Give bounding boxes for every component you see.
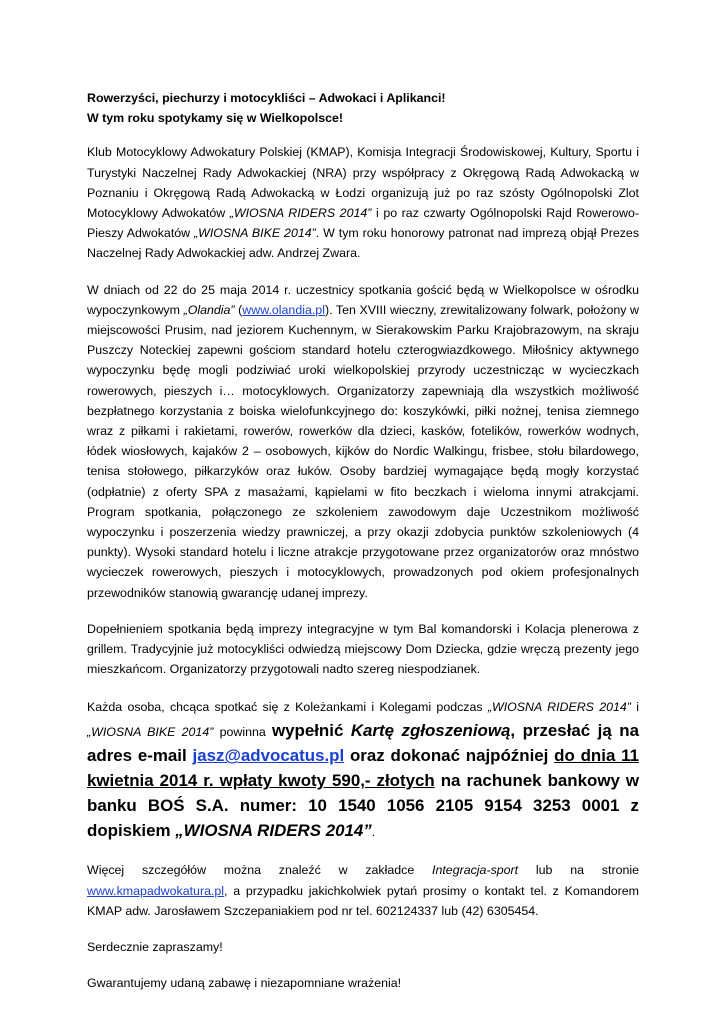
text: ). Ten XVIII wieczny, zrewitalizowany folwark, położony w miejscowości Prusim, nad jeziorem Kuchennym, w Sierakowskim Parku Krajobrazowym, na skraju Puszczy Noteckiej zapewni gościom standard hotelu czterogwiazdkowego. Miłośnicy aktywnego wypoczynku będę mogli podziwiać uroki wielkopolskiej przyrody uczestnicząc w wycieczkach rowerowych, pieszych i… motocyklowych. Organizatorzy zapewniają dla wszystkich możliwość bezpłatnego korzystania z boiska wielofunkcyjnego do: koszykówki, piłki nożnej, tenisa ziemnego wraz z piłkami i rakietami, rowerów, rowerków dla dzieci, kasków, fotelików, rowerków wodnych, łódek wiosłowych, kajaków 2 – osobowych, kijków do Nordic Walkingu, frisbee, stołu bilardowego, tenisa stołowego, piłkarzyków oraz łuków. Osoby bardziej wymagające będą mogły korzystać (odpłatnie) z oferty SPA z masażami, kąpielami w fito beczkach i wieloma innymi atrakcjami. Program spotkania, połączonego ze szkoleniem zawodowym daje Uczestnikom możliwość wypoczynku i poszerzenia wiedzy prawniczej, a przy okazji zdobycia punktów szkoleniowych (4 punkty). Wysoki standard hotelu i liczne atrakcje przygotowane przez organizatorów oraz mnóstwo wycieczek rowerowych, pieszych i motocyklowych, prowadzonych pod okiem profesjonalnych przewodników stanowią gwarancję udanej imprezy.: [87, 302, 639, 600]
kmap-link[interactable]: www.kmapadwokatura.pl: [87, 883, 225, 898]
text: powinna: [213, 725, 272, 740]
email-link[interactable]: jasz@advocatus.pl: [192, 746, 345, 766]
event-name: „WIOSNA RIDERS 2014”: [229, 206, 372, 221]
event-name: „WIOSNA BIKE 2014”: [87, 725, 214, 740]
text: , przesłać ją na adres e-mail: [87, 721, 639, 766]
text: W dniach od 22 do 25 maja 2014 r. uczestnicy spotkania gościć będą w Wielkopolsce w ośrodku wypoczynkowym: [87, 282, 639, 317]
text: , a przypadku jakichkolwiek pytań prosimy o kontakt tel. z Komandorem KMAP adw. Jarosławem Szczepaniakiem pod nr tel. 602124337 lub (42) 6305454.: [87, 883, 639, 918]
text: i po raz czwarty Ogólnopolski Rajd Rowerowo-Pieszy Adwokatów: [87, 206, 640, 241]
text: wypełnić: [272, 721, 351, 741]
paragraph-venue: [87, 280, 639, 603]
form-name: Kartę zgłoszeniową: [350, 721, 511, 741]
text: Każda osoba, chcąca spotkać się z Koleżankami i Kolegami podczas: [87, 700, 488, 715]
olandia-link[interactable]: www.olandia.pl: [242, 302, 325, 317]
event-name: „WIOSNA BIKE 2014”: [194, 226, 316, 241]
paragraph-contact: [87, 860, 639, 921]
paragraph-events: Dopełnieniem spotkania będą imprezy integracyjne w tym Bal komandorski i Kolacja plenerowa z grillem. Tradycyjnie już motocykliści odwiedzą miejscowy Dom Dziecka, gdzie wręczą prezenty jego mieszkańcom. Organizatorzy przygotowali nadto szereg niespodzianek.: [87, 621, 639, 677]
event-name: „WIOSNA RIDERS 2014”: [487, 700, 631, 715]
paragraph-registration: [87, 695, 639, 844]
title-line-2: W tym roku spotykamy się w Wielkopolsce!: [87, 111, 344, 126]
payment-deadline: do dnia 11 kwietnia 2014 r. wpłaty kwoty 590,- złotych: [87, 746, 639, 791]
text: (: [234, 302, 243, 317]
text: Klub Motocyklowy Adwokatury Polskiej (KMAP), Komisja Integracji Środowiskowej, Kultury, Sportu i Turystyki Naczelnej Rady Adwokackiej (NRA) przy współpracy z Okręgową Radą Adwokacką w Poznaniu i Okręgową Radą Adwokacką w Łodzi organizują już po raz szósty Ogólnopolski Zlot Motocyklowy Adwokatów: [87, 145, 639, 221]
text: lub na stronie: [518, 863, 640, 878]
text: .: [371, 825, 376, 840]
text: Więcej szczegółów można znaleźć w zakładce: [87, 863, 433, 878]
paragraph-intro: [87, 142, 639, 263]
paragraph-invite: Serdecznie zapraszamy!: [87, 940, 223, 955]
bank-account-text: na rachunek bankowy w banku BOŚ S.A. numer: 10 1540 1056 2105 9154 3253 0001 z dopiskiem: [87, 771, 639, 841]
event-name: „WIOSNA RIDERS 2014”: [175, 821, 372, 841]
page-title: [87, 88, 639, 128]
tab-name: Integracja-sport: [432, 863, 519, 878]
title-line-1: Rowerzyści, piechurzy i motocykliści – Adwokaci i Aplikanci!: [87, 91, 446, 105]
document-body: [87, 88, 639, 1010]
text: oraz dokonać najpóźniej: [344, 746, 555, 766]
paragraph-closing: Gwarantujemy udaną zabawę i niezapomniane wrażenia!: [87, 976, 402, 991]
text: . W tym roku honorowy patronat nad imprezą objął Prezes Naczelnej Rady Adwokackiej adw. Andrzej Zwara.: [87, 226, 640, 261]
text: i: [630, 700, 639, 715]
venue-name: „Olandia”: [183, 302, 235, 317]
